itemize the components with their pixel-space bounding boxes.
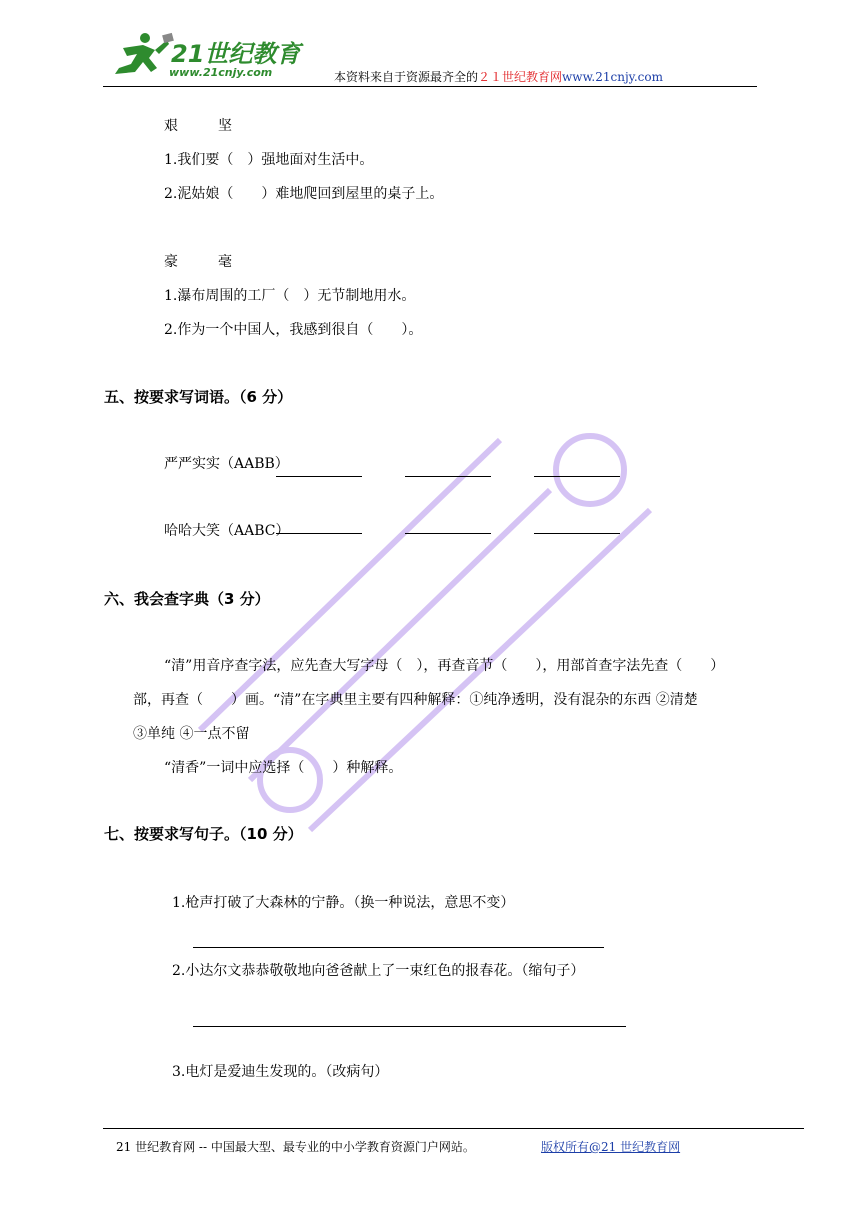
section-6-title: 六、我会查字典（3 分） [104, 590, 270, 608]
section-7-title: 七、按要求写句子。（10 分） [104, 825, 303, 843]
sentence-question-1: 1.枪声打破了大森林的宁静。（换一种说法，意思不变） [172, 895, 515, 911]
sentence-question-2: 2.小达尔文恭恭敬敬地向爸爸献上了一束红色的报春花。（缩句子） [172, 963, 585, 979]
char-pair-1a: 艰 [164, 118, 178, 134]
answer-line[interactable] [405, 533, 491, 534]
logo-title: 21世纪教育 [171, 40, 301, 68]
running-figure-icon [115, 33, 174, 74]
section-5-title: 五、按要求写词语。（6 分） [104, 388, 293, 406]
logo-url: www.21cnjy.com [169, 66, 273, 79]
site-logo [105, 28, 315, 86]
header-rule [103, 86, 757, 87]
sentence-question-3: 3.电灯是爱迪生发现的。（改病句） [172, 1064, 389, 1080]
answer-line[interactable] [193, 947, 604, 948]
dictionary-text: 部，再查（ ）画。“清”在字典里主要有四种解释：①纯净透明，没有混杂的东西 ②清楚 [133, 692, 698, 708]
answer-line[interactable] [276, 476, 362, 477]
word-prompt-aabc: 哈哈大笑（AABC） [164, 523, 290, 539]
char-pair-1b: 坚 [218, 118, 232, 134]
footer-text: 21 世纪教育网 -- 中国最大型、最专业的中小学教育资源门户网站。 [116, 1140, 475, 1154]
dictionary-text: “清”用音序查字法，应先查大写字母（ ），再查音节（ ），用部首查字法先查（ ） [164, 658, 725, 674]
question-line: 2.泥姑娘（ ）难地爬回到屋里的桌子上。 [164, 186, 444, 202]
answer-line[interactable] [534, 533, 620, 534]
header-prefix: 本资料来自于资源最齐全的 [334, 70, 479, 84]
dictionary-question: “清香”一词中应选择（ ）种解释。 [164, 760, 403, 776]
answer-line[interactable] [405, 476, 491, 477]
answer-line[interactable] [276, 533, 362, 534]
header-site-link[interactable]: www.21cnjy.com [562, 70, 663, 84]
char-pair-2a: 豪 [164, 254, 178, 270]
footer-copyright-link[interactable]: 版权所有@21 世纪教育网 [541, 1140, 681, 1154]
dictionary-text: ③单纯 ④一点不留 [133, 726, 250, 742]
question-line: 2.作为一个中国人，我感到很自（ ）。 [164, 322, 423, 338]
word-prompt-aabb: 严严实实（AABB） [164, 456, 289, 472]
header-brand: ２１世纪教育网 [478, 70, 563, 84]
question-line: 1.我们要（ ）强地面对生活中。 [164, 152, 374, 168]
answer-line[interactable] [534, 476, 620, 477]
header-tagline [334, 68, 663, 85]
footer-rule [103, 1128, 804, 1129]
question-line: 1.瀑布周围的工厂（ ）无节制地用水。 [164, 288, 416, 304]
answer-line[interactable] [193, 1026, 626, 1027]
char-pair-2b: 毫 [218, 254, 232, 270]
